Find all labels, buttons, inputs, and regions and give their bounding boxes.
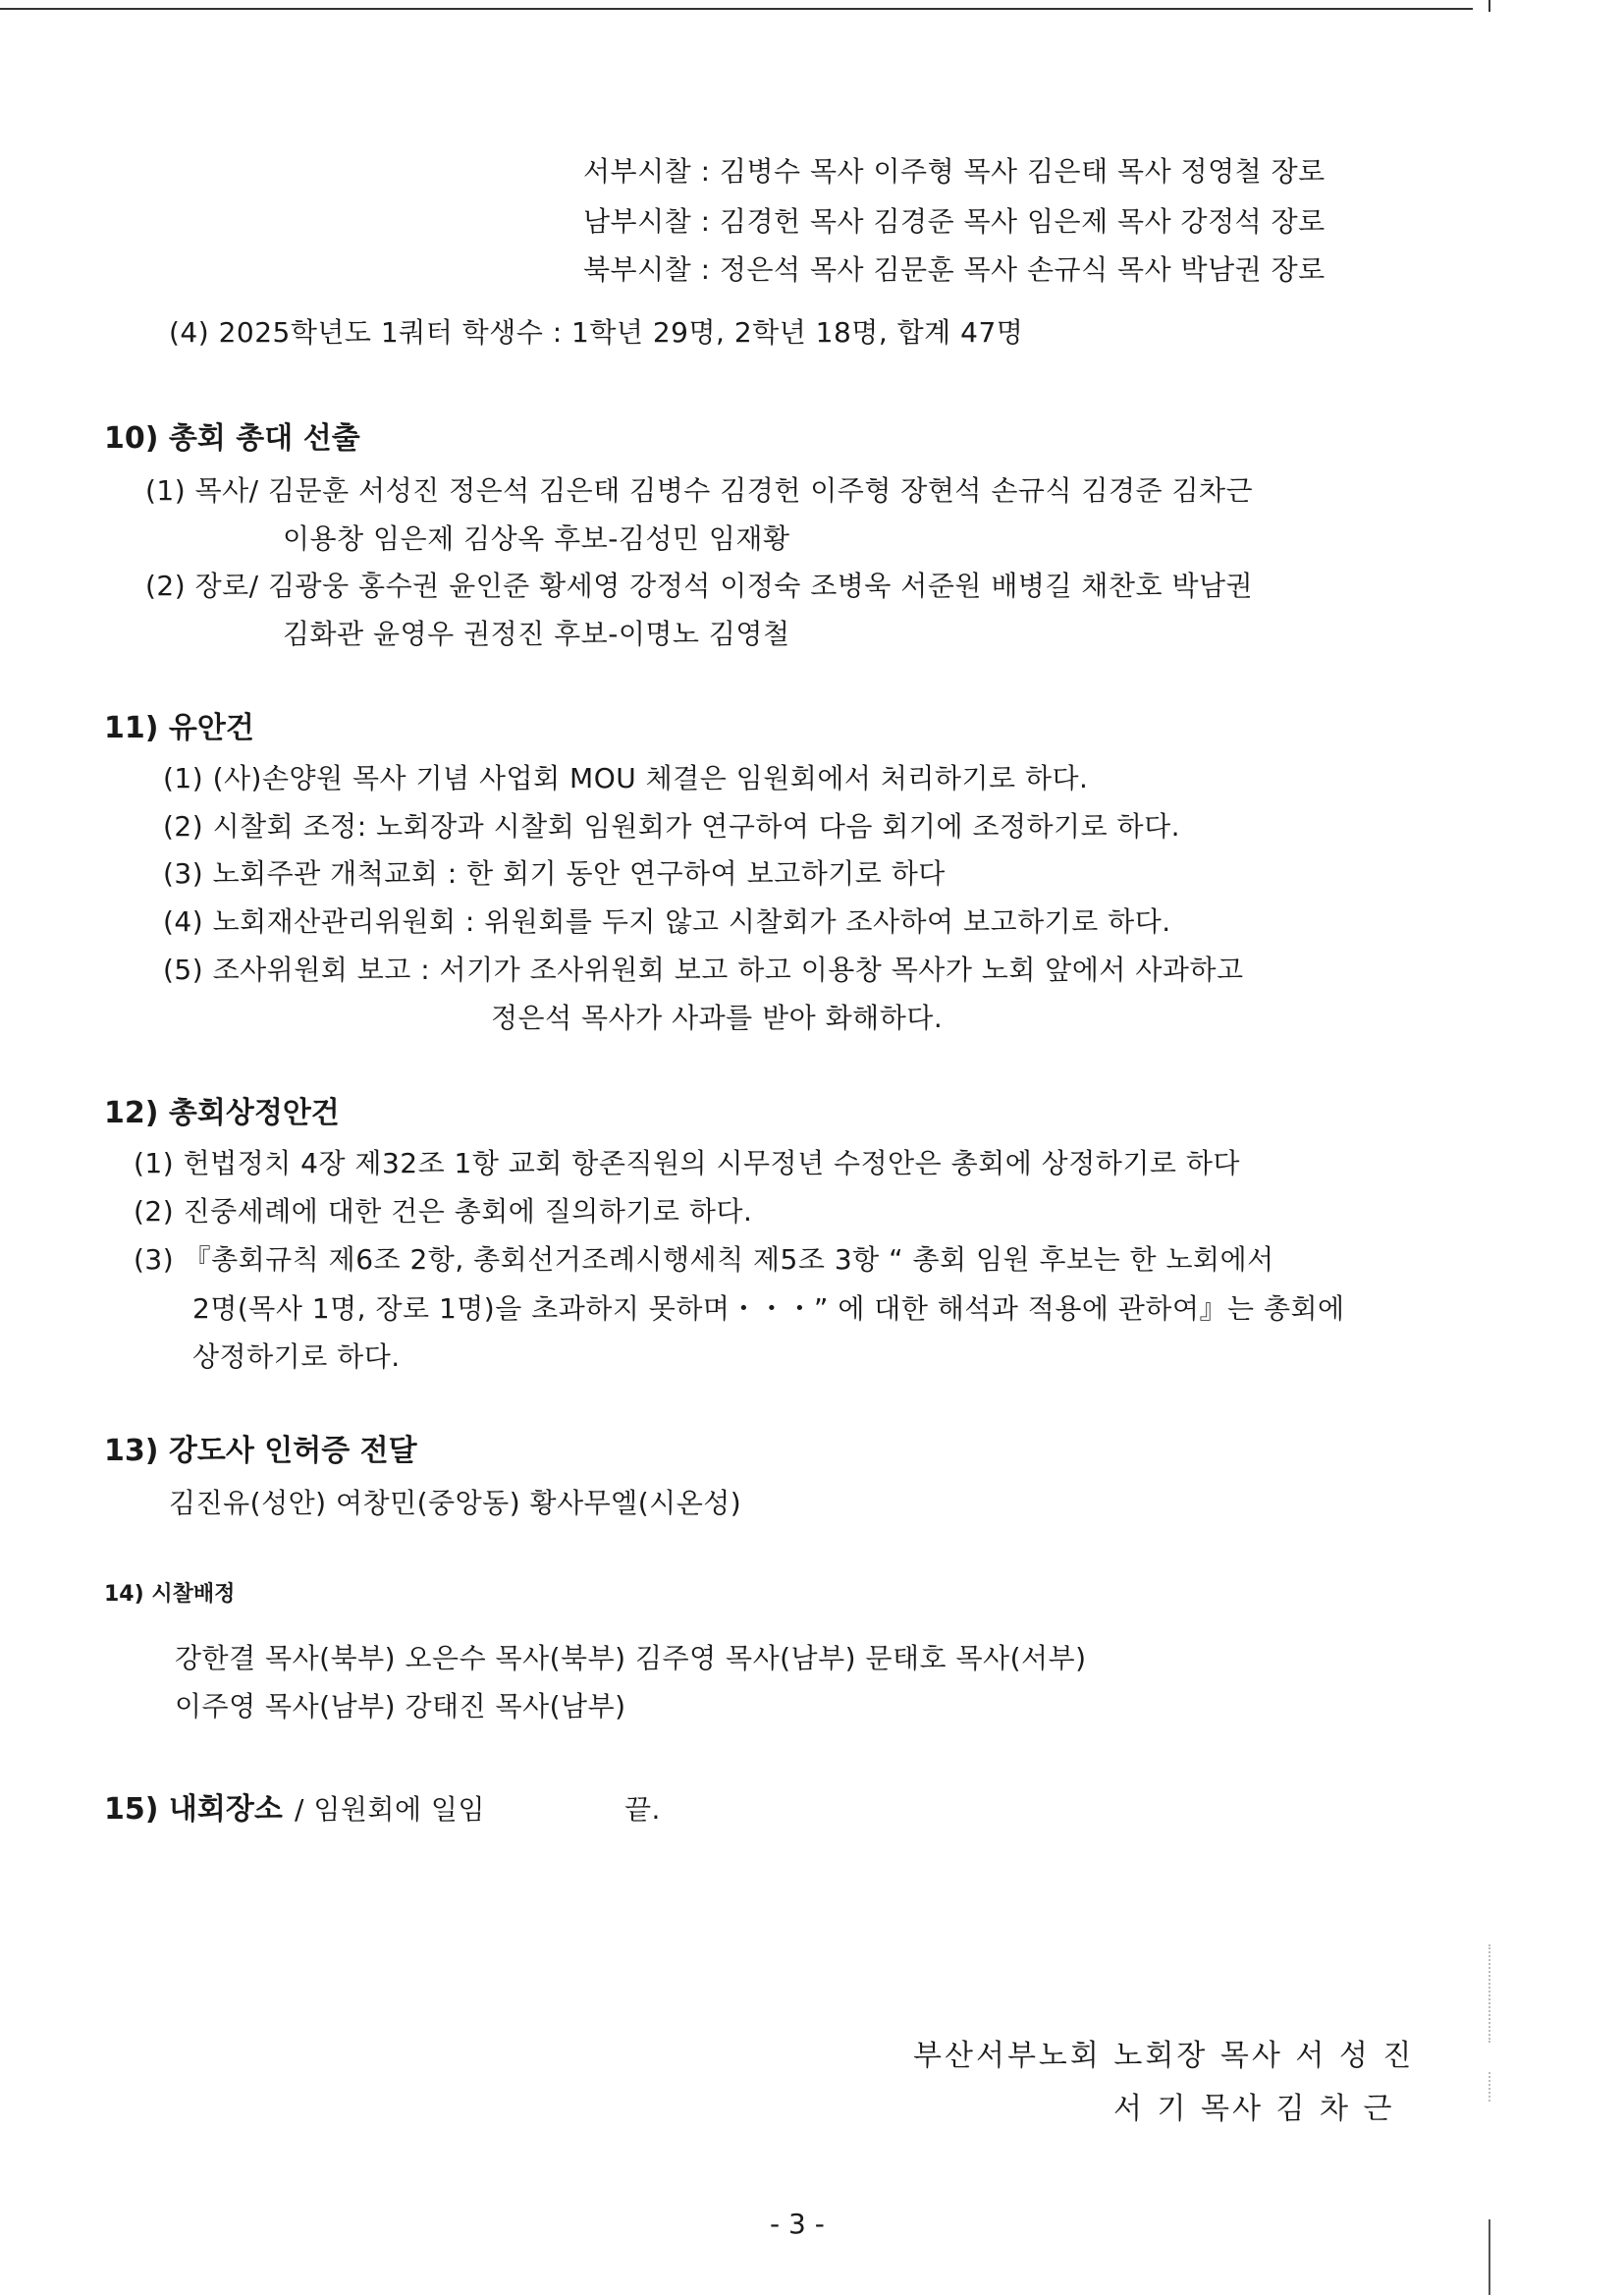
section-10-line: (2) 장로/ 김광웅 홍수권 윤인준 황세영 강정석 이정숙 조병욱 서준원 배병길 채찬호 박남권 xyxy=(145,570,1254,602)
section-10-line: 이용창 임은제 김상옥 후보-김성민 임재황 xyxy=(283,522,790,555)
section-11-line: 정은석 목사가 사과를 받아 화해하다. xyxy=(491,1002,944,1034)
section-15-title: 15) 내회장소 xyxy=(104,1792,283,1827)
inspection-south: 남부시찰 : 김경헌 목사 김경준 목사 임은제 목사 강정석 장로 xyxy=(583,205,1326,238)
section-15-text: / 임원회에 일임 xyxy=(295,1793,486,1826)
section-11-line: (1) (사)손양원 목사 기념 사업회 MOU 체결은 임원회에서 처리하기로 하다. xyxy=(163,762,1089,794)
section-12-line: (1) 헌법정치 4장 제32조 1항 교회 항존직원의 시무정년 수정안은 총회에 상정하기로 하다 xyxy=(134,1147,1240,1179)
section-14-title: 14) 시찰배정 xyxy=(104,1582,236,1607)
section-12-title: 12) 총회상정안건 xyxy=(104,1096,340,1130)
scan-border-right-bottom xyxy=(1489,2219,1490,2295)
section-13-title: 13) 강도사 인허증 전달 xyxy=(104,1434,417,1468)
section-10-line: (1) 목사/ 김문훈 서성진 정은석 김은태 김병수 김경헌 이주형 장현석 손규식 김경준 김차근 xyxy=(145,474,1254,507)
section-10-title: 10) 총회 총대 선출 xyxy=(104,421,360,456)
section-12-line: 상정하기로 하다. xyxy=(192,1340,401,1373)
page-number: - 3 - xyxy=(770,2208,825,2240)
inspection-west: 서부시찰 : 김병수 목사 이주형 목사 김은태 목사 정영철 장로 xyxy=(583,155,1326,188)
section-11-line: (4) 노회재산관리위원회 : 위원회를 두지 않고 시찰회가 조사하여 보고하기로 하다. xyxy=(163,905,1171,938)
scan-margin-dots xyxy=(1489,2072,1490,2102)
scan-margin-dots xyxy=(1489,1944,1490,2043)
section-12-line: 2명(목사 1명, 장로 1명)을 초과하지 못하며・・・” 에 대한 해석과 적용에 관하여』는 총회에 xyxy=(192,1292,1345,1325)
section-11-line: (3) 노회주관 개척교회 : 한 회기 동안 연구하여 보고하기로 하다 xyxy=(163,857,946,890)
scan-border-right xyxy=(1489,0,1490,12)
scan-border-top xyxy=(0,8,1473,10)
section-11-title: 11) 유안건 xyxy=(104,711,254,745)
section-10-line: 김화관 윤영우 권정진 후보-이명노 김영철 xyxy=(283,618,790,650)
section-11-line: (2) 시찰회 조정: 노회장과 시찰회 임원회가 연구하여 다음 회기에 조정하기로 하다. xyxy=(163,810,1181,843)
section-12-line: (3) 『총회규칙 제6조 2항, 총회선거조례시행세칙 제5조 3항 “ 총회 임원 후보는 한 노회에서 xyxy=(134,1243,1274,1276)
section-13-line: 김진유(성안) 여창민(중앙동) 황사무엘(시온성) xyxy=(169,1487,742,1519)
signature-clerk: 서 기 목사 김 차 근 xyxy=(1113,2092,1395,2126)
section-14-line: 강한결 목사(북부) 오은수 목사(북부) 김주영 목사(남부) 문태호 목사(서부) xyxy=(175,1642,1087,1674)
inspection-north: 북부시찰 : 정은석 목사 김문훈 목사 손규식 목사 박남권 장로 xyxy=(583,253,1326,286)
signature-moderator: 부산서부노회 노회장 목사 서 성 진 xyxy=(913,2039,1415,2073)
student-count: (4) 2025학년도 1쿼터 학생수 : 1학년 29명, 2학년 18명, 합계 47명 xyxy=(169,316,1024,349)
section-12-line: (2) 진중세례에 대한 건은 총회에 질의하기로 하다. xyxy=(134,1195,753,1228)
section-11-line: (5) 조사위원회 보고 : 서기가 조사위원회 보고 하고 이용창 목사가 노회 앞에서 사과하고 xyxy=(163,954,1244,986)
end-mark: 끝. xyxy=(624,1793,661,1826)
section-14-line: 이주영 목사(남부) 강태진 목사(남부) xyxy=(175,1690,626,1722)
